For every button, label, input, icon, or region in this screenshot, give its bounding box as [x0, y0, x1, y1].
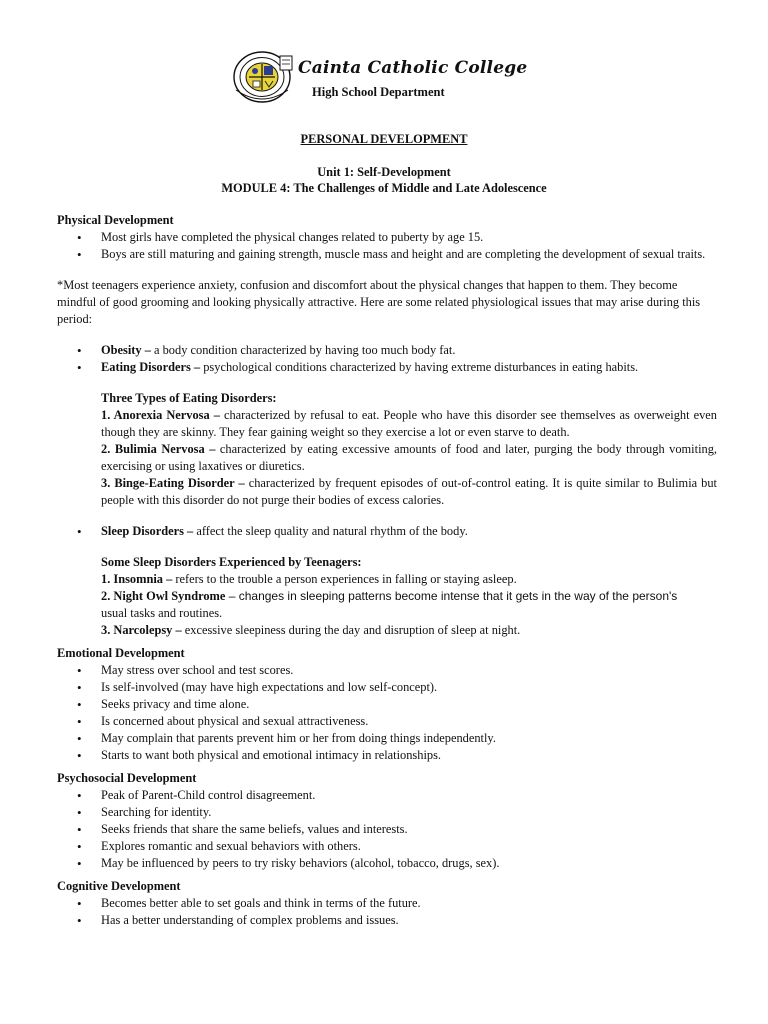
list-item: • Explores romantic and sexual behaviors with others.	[57, 838, 717, 855]
physical-heading: Physical Development	[57, 213, 174, 227]
issue-term: Eating Disorders –	[101, 360, 201, 374]
issue-term: Sleep Disorders –	[101, 524, 194, 538]
unit-heading: Unit 1: Self-Development	[317, 165, 451, 179]
eating-type-term: 3. Binge-Eating Disorder –	[101, 476, 245, 490]
document-body	[57, 212, 717, 929]
list-item: • Starts to want both physical and emotional intimacy in relationships.	[57, 747, 717, 764]
physical-paragraph: *Most teenagers experience anxiety, confusion and discomfort about the physical changes that happen to them. They become mindful of good grooming and looking physically attractive. Here are some related physiological issues that may arise during this period:	[57, 278, 701, 326]
college-seal-logo	[232, 50, 296, 104]
sleep-type-text: excessive sleepiness during the day and disruption of sleep at night.	[181, 623, 521, 637]
sleep-disorders-types	[57, 554, 717, 639]
list-item: • Seeks privacy and time alone.	[57, 696, 717, 713]
psychosocial-list	[57, 787, 717, 872]
header	[232, 44, 532, 110]
issue-term: Obesity –	[101, 343, 151, 357]
sleep-type-term: 2. Night Owl Syndrome	[101, 589, 226, 603]
sleep-type	[101, 588, 717, 605]
cognitive-heading: Cognitive Development	[57, 879, 181, 893]
list-item: • May complain that parents prevent him or her from doing things independently.	[57, 730, 717, 747]
issue-text: affect the sleep quality and natural rhythm of the body.	[193, 524, 468, 538]
list-item: • May be influenced by peers to try risky behaviors (alcohol, tobacco, drugs, sex).	[57, 855, 717, 872]
emotional-heading: Emotional Development	[57, 646, 185, 660]
psychosocial-heading: Psychosocial Development	[57, 771, 197, 785]
list-item	[57, 342, 717, 359]
sleep-type	[101, 622, 717, 639]
eating-type-text: characterized by frequent episodes of out-of-control eating. It is quite similar to Bulimia but people with this disorder do not purge their bodies of excess calories.	[101, 476, 717, 507]
list-item: • Boys are still maturing and gaining strength, muscle mass and height and are completing the development of sexual traits.	[57, 246, 717, 263]
eating-type	[101, 407, 717, 441]
sleep-issue-list	[57, 523, 717, 540]
eating-type-term: 2. Bulimia Nervosa –	[101, 442, 216, 456]
module-heading: MODULE 4: The Challenges of Middle and Late Adolescence	[221, 181, 547, 195]
document-title: PERSONAL DEVELOPMENT	[300, 132, 468, 146]
sleep-type-text: – changes in sleeping patterns become intense that it gets in the way of the person's	[225, 589, 678, 603]
issues-list	[57, 342, 717, 376]
list-item: • Is concerned about physical and sexual attractiveness.	[57, 713, 717, 730]
cognitive-list	[57, 895, 717, 929]
eating-type	[101, 475, 717, 509]
list-item: • Becomes better able to set goals and think in terms of the future.	[57, 895, 717, 912]
list-item	[57, 523, 717, 540]
emotional-list	[57, 662, 717, 764]
issue-text: a body condition characterized by having too much body fat.	[150, 343, 456, 357]
sleep-type	[101, 571, 717, 588]
issue-text: psychological conditions characterized by having extreme disturbances in eating habits.	[200, 360, 639, 374]
physical-list	[57, 229, 717, 263]
list-item	[57, 359, 717, 376]
sleep-type-continued: usual tasks and routines.	[101, 606, 223, 620]
sleep-type-term: 3. Narcolepsy –	[101, 623, 182, 637]
eating-disorders-types	[57, 390, 717, 509]
sleep-types-heading: Some Sleep Disorders Experienced by Teenagers:	[101, 555, 362, 569]
eating-type-term: 1. Anorexia Nervosa –	[101, 408, 220, 422]
sleep-type-term: 1. Insomnia –	[101, 572, 173, 586]
eating-type-text: characterized by eating excessive amounts of food and later, purging the body through vomiting, exercising or using laxatives or diuretics.	[101, 442, 717, 473]
college-name: Cainta Catholic College	[298, 58, 528, 78]
sleep-type-text: refers to the trouble a person experiences in falling or staying asleep.	[172, 572, 517, 586]
list-item: • Peak of Parent-Child control disagreement.	[57, 787, 717, 804]
eating-type	[101, 441, 717, 475]
list-item: • Is self-involved (may have high expectations and low self-concept).	[57, 679, 717, 696]
eating-types-heading: Three Types of Eating Disorders:	[101, 391, 277, 405]
eating-type-text: characterized by refusal to eat. People who have this disorder see themselves as overweight even though they are skinny. They fear gaining weight so they exercise a lot or even starve to death.	[101, 408, 717, 439]
list-item: • Most girls have completed the physical changes related to puberty by age 15.	[57, 229, 717, 246]
department-name: High School Department	[312, 85, 445, 99]
list-item: • Has a better understanding of complex problems and issues.	[57, 912, 717, 929]
list-item: • Searching for identity.	[57, 804, 717, 821]
list-item: • Seeks friends that share the same beliefs, values and interests.	[57, 821, 717, 838]
list-item: • May stress over school and test scores.	[57, 662, 717, 679]
